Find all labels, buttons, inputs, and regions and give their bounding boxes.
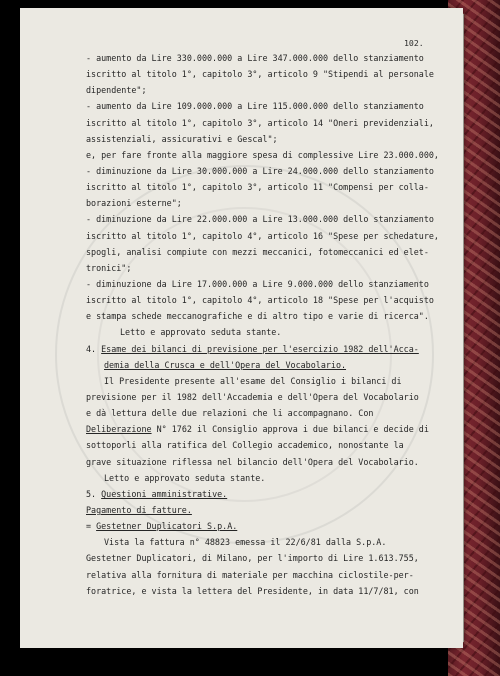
- text-line: Letto e approvato seduta stante.: [120, 327, 282, 338]
- text-segment: 5.: [86, 488, 102, 499]
- text-line: - diminuzione da Lire 22.000.000 a Lire 13.000.000 dello stanziamento: [86, 214, 434, 225]
- text-line: e dà lettura delle due relazioni che li accompagnano. Con: [86, 408, 374, 419]
- text-line: iscritto al titolo 1°, capitolo 3°, articolo 9 "Stipendi al personale: [86, 69, 434, 80]
- underlined-text: Deliberazione: [86, 424, 152, 435]
- text-line: relativa alla fornitura di materiale per macchina ciclostile-per-: [86, 569, 414, 580]
- text-line: foratrice, e vista la lettera del Presidente, in data 11/7/81, con: [86, 585, 419, 596]
- text-line: previsione per il 1982 dell'Accademia e dell'Opera del Vocabolario: [86, 391, 419, 402]
- text-line: Il Presidente presente all'esame del Consiglio i bilanci di: [104, 375, 402, 386]
- document-body: [86, 50, 446, 599]
- text-line: assistenziali, assicurativi e Gescal";: [86, 133, 278, 144]
- text-line: [86, 518, 446, 534]
- text-line: iscritto al titolo 1°, capitolo 4°, articolo 16 "Spese per schedature,: [86, 230, 439, 241]
- text-line: - aumento da Lire 109.000.000 a Lire 115.000.000 dello stanziamento: [86, 101, 424, 112]
- text-line: grave situazione riflessa nel bilancio dell'Opera del Vocabolario.: [86, 456, 419, 467]
- text-line: spogli, analisi compiute con mezzi meccanici, fotomeccanici ed elet-: [86, 246, 429, 257]
- text-line: iscritto al titolo 1°, capitolo 3°, articolo 11 "Compensi per colla-: [86, 182, 429, 193]
- text-line: borazioni esterne";: [86, 198, 182, 209]
- text-line: Letto e approvato seduta stante.: [104, 472, 266, 483]
- text-line: Vista la fattura n° 48823 emessa il 22/6/81 dalla S.p.A.: [104, 537, 387, 548]
- text-line: [86, 341, 446, 357]
- text-line: e, per fare fronte alla maggiore spesa di complessive Lire 23.000.000,: [86, 149, 439, 160]
- text-line: tronici";: [86, 262, 132, 273]
- text-line: Gestetner Duplicatori, di Milano, per l'importo di Lire 1.613.755,: [86, 553, 419, 564]
- text-segment: =: [86, 521, 97, 532]
- underlined-text: Questioni amministrative.: [101, 488, 228, 499]
- text-line: dipendente";: [86, 85, 147, 96]
- underlined-text: Esame dei bilanci di previsione per l'esercizio 1982 dell'Acca-: [101, 343, 419, 354]
- text-line: iscritto al titolo 1°, capitolo 4°, articolo 18 "Spese per l'acquisto: [86, 295, 434, 306]
- text-segment: 4.: [86, 343, 102, 354]
- text-line: e stampa schede meccanografiche e di altro tipo e varie di ricerca".: [86, 311, 429, 322]
- text-line: iscritto al titolo 1°, capitolo 3°, articolo 14 "Oneri previdenziali,: [86, 117, 434, 128]
- text-line: - diminuzione da Lire 30.000.000 a Lire 24.000.000 dello stanziamento: [86, 165, 434, 176]
- text-line: [86, 486, 446, 502]
- underlined-text: demia della Crusca e dell'Opera del Vocabolario.: [104, 359, 347, 370]
- text-line: - diminuzione da Lire 17.000.000 a Lire 9.000.000 dello stanziamento: [86, 278, 429, 289]
- text-line: - aumento da Lire 330.000.000 a Lire 347.000.000 dello stanziamento: [86, 53, 424, 63]
- text-line: [86, 357, 446, 373]
- text-line: [86, 502, 446, 518]
- underlined-text: Pagamento di fatture.: [86, 504, 192, 515]
- text-line: sottoporli alla ratifica del Collegio accademico, nonostante la: [86, 440, 404, 451]
- text-segment: N° 1762 il Consiglio approva i due bilanci e decide di: [151, 424, 429, 435]
- page-number: 102.: [404, 38, 424, 48]
- underlined-text: Gestetner Duplicatori S.p.A.: [96, 521, 238, 532]
- text-line: [86, 421, 446, 437]
